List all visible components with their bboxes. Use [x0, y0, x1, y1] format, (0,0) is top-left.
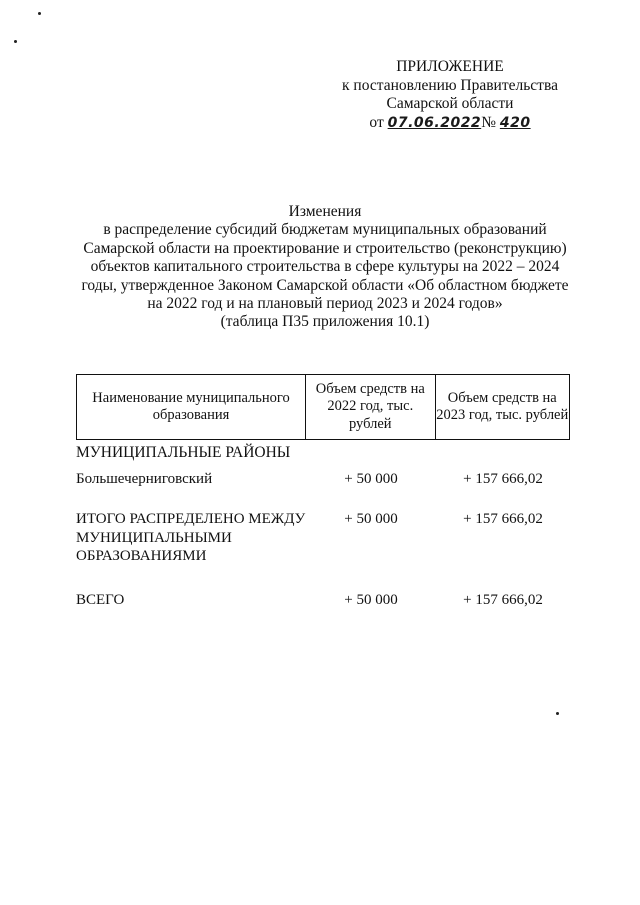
handwritten-number: 420	[499, 114, 531, 131]
document-title	[60, 203, 590, 332]
title-line: Самарской области на проектирование и строительство (реконструкцию)	[83, 239, 567, 257]
appendix-date-number-line	[330, 114, 570, 133]
header-amount-2023: Объем средств на 2023 год, тыс. рублей	[436, 389, 569, 423]
row-name: Большечерниговский	[76, 471, 213, 487]
table-header	[76, 374, 570, 440]
title-line: объектов капитального строительства в сфере культуры на 2022 – 2024	[90, 258, 560, 276]
scan-speck	[556, 712, 559, 715]
handwritten-date: 07.06.2022	[387, 114, 482, 131]
title-table-reference: (таблица П35 приложения 10.1)	[220, 313, 430, 331]
date-prefix: от	[369, 113, 384, 131]
table-row-grand-total	[76, 591, 570, 611]
row-value-2023: + 157 666,02	[463, 471, 543, 487]
appendix-header	[330, 58, 570, 132]
row-value-2022: + 50 000	[344, 471, 398, 487]
title-line: в распределение субсидий бюджетам муниципальных образований	[103, 221, 547, 239]
row-name: ВСЕГО	[76, 592, 125, 608]
title-line: годы, утвержденное Законом Самарской области «Об областном бюджете	[81, 276, 569, 294]
title-line-heading: Изменения	[288, 203, 362, 220]
section-municipal-districts: МУНИЦИПАЛЬНЫЕ РАЙОНЫ	[76, 444, 291, 461]
header-amount-2022: Объем средств на 2022 год, тыс. рублей	[306, 375, 435, 439]
row-value-2022: + 50 000	[344, 511, 398, 527]
row-value-2023: + 157 666,02	[463, 511, 543, 527]
number-prefix: №	[481, 113, 496, 131]
scan-speck	[14, 40, 17, 43]
appendix-resolution-line: к постановлению Правительства	[342, 76, 558, 94]
appendix-title: ПРИЛОЖЕНИЕ	[396, 58, 504, 75]
table-row-total-distributed	[76, 510, 570, 570]
header-municipality: Наименование муниципального образования	[77, 375, 306, 439]
row-name: ИТОГО РАСПРЕДЕЛЕНО МЕЖДУ МУНИЦИПАЛЬНЫМИ ОБРАЗОВАНИЯМИ	[76, 511, 306, 564]
appendix-region-line: Самарской области	[386, 95, 514, 112]
table-row	[76, 470, 570, 490]
row-value-2023: + 157 666,02	[463, 592, 543, 608]
title-line: на 2022 год и на плановый период 2023 и 2024 годов»	[147, 295, 503, 313]
scan-speck	[38, 12, 41, 15]
row-value-2022: + 50 000	[344, 592, 398, 608]
